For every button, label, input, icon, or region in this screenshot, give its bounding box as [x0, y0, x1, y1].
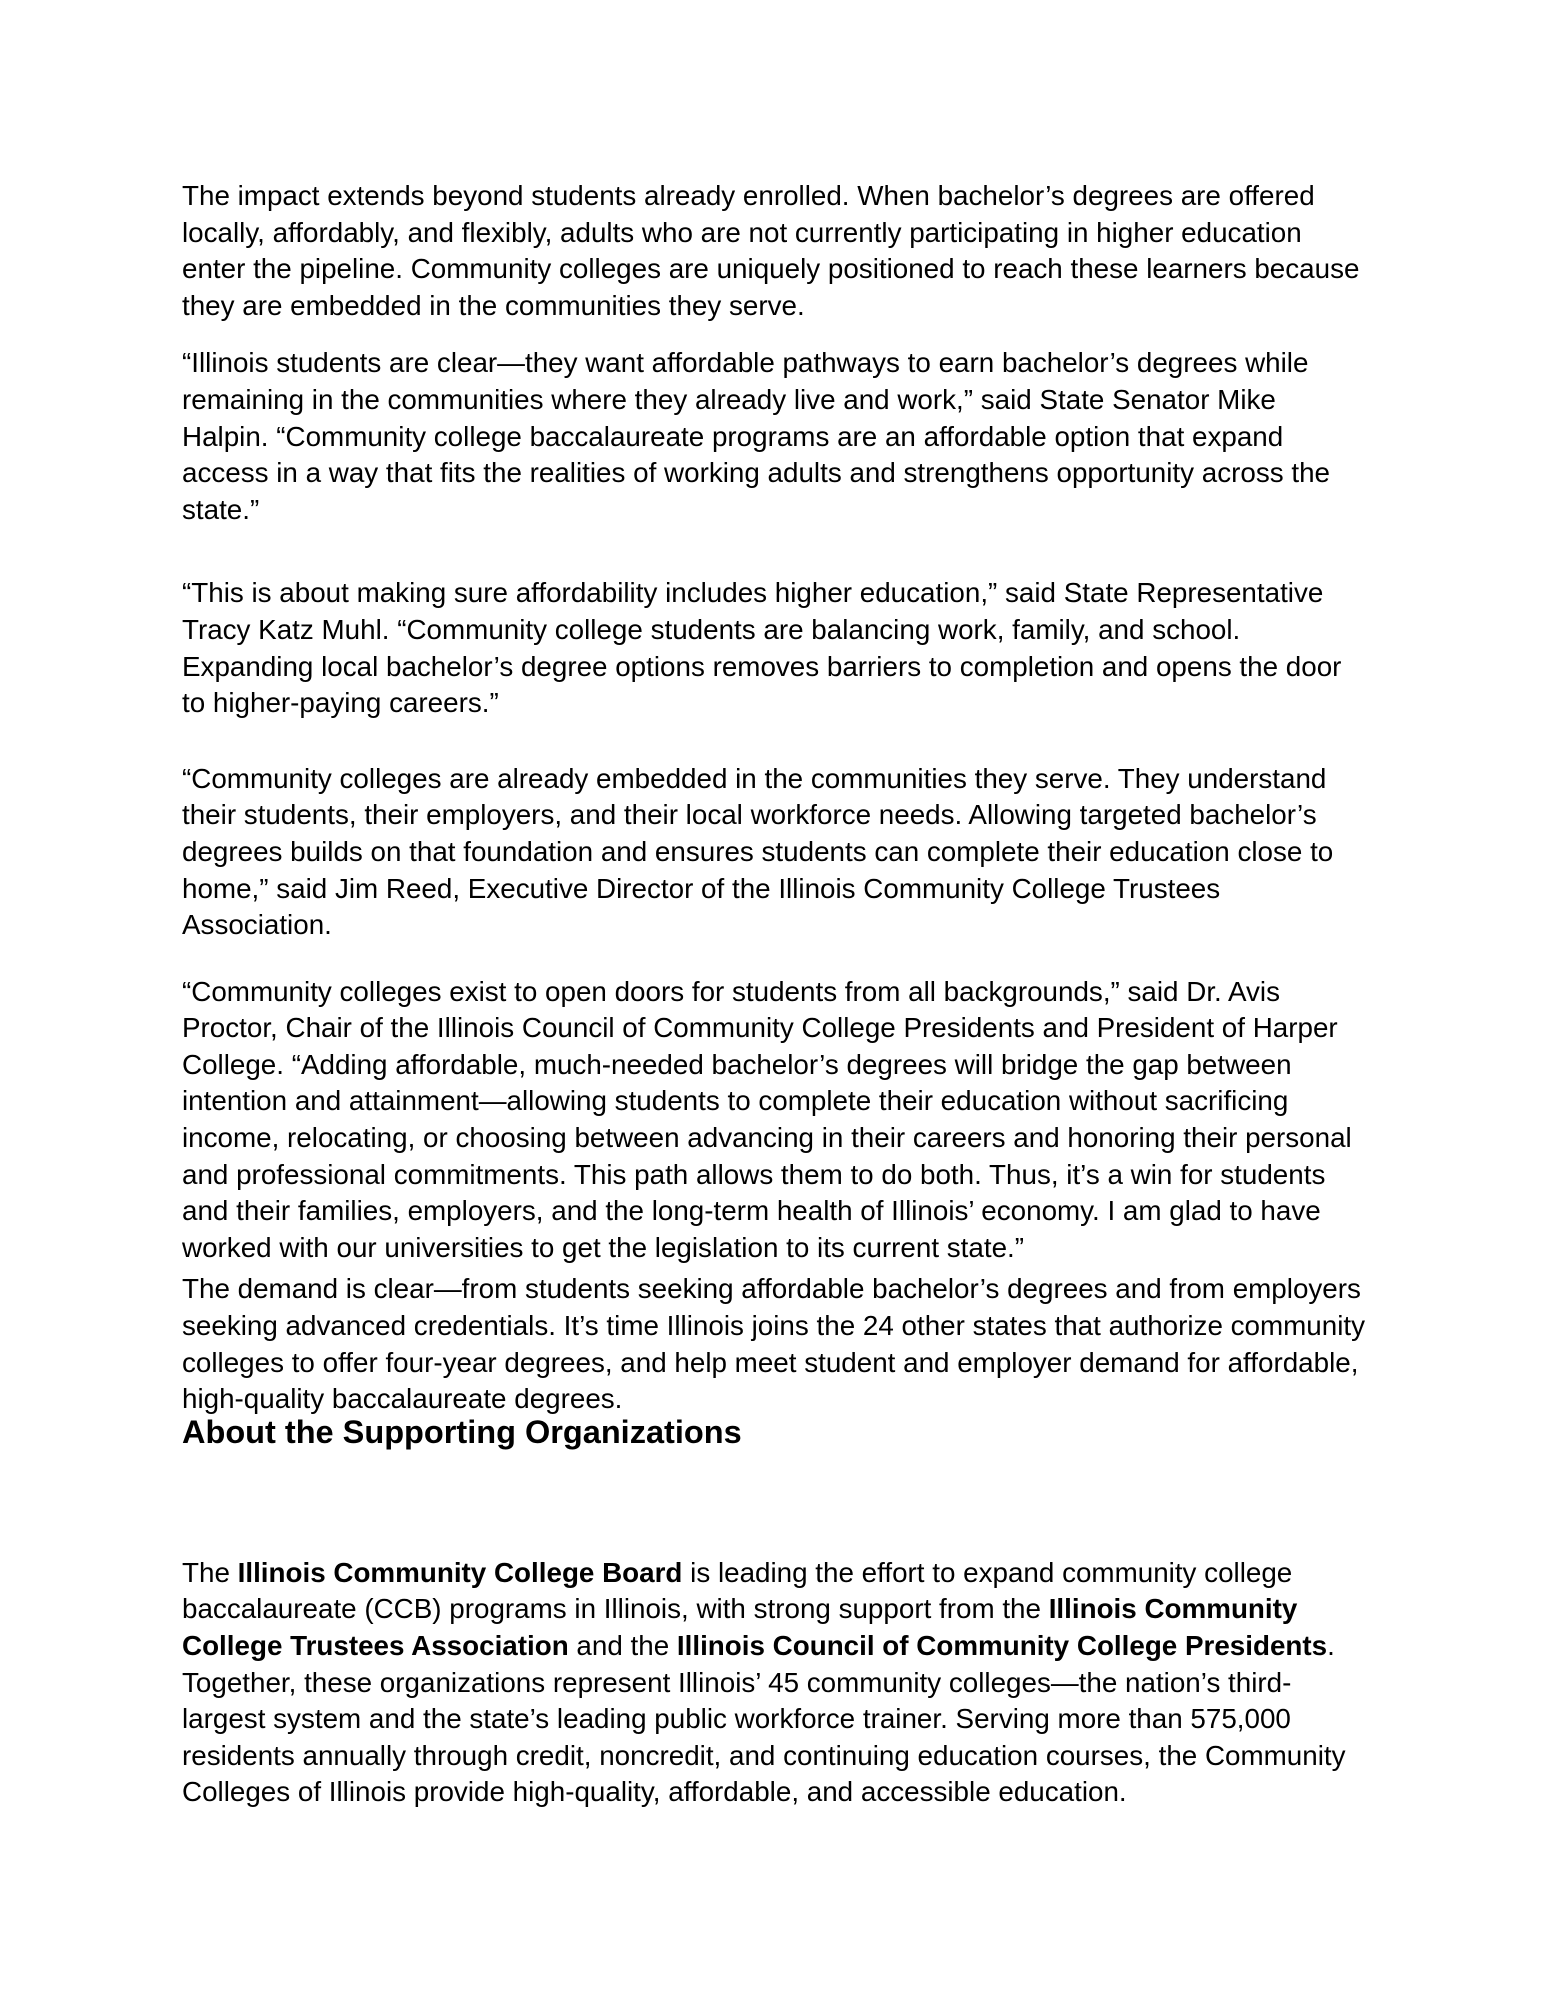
paragraph-jim-reed-quote: “Community colleges are already embedded in the communities they serve. They understand their students, their employers, and their local workforce needs. Allowing targeted bachelor’s degrees builds on that foundation and ensures students can complete their education close to home,” said Jim Reed, Executive Director of the Illinois Community College Trustees Association. [182, 762, 1334, 941]
paragraph-about-organizations [182, 1555, 1368, 1811]
paragraph-rep-katz-muhl-quote: “This is about making sure affordability includes higher education,” said State Representative Tracy Katz Muhl. “Community college students are balancing work, family, and school. Expanding local bachelor’s degree options removes barriers to completion and opens the door to higher-paying careers.” [182, 577, 1342, 719]
text-segment: The [182, 1556, 238, 1588]
org-name-illinois-community-college-trustees-association: Illinois Community College Trustees Association [182, 1593, 1298, 1661]
paragraph-impact: The impact extends beyond students already enrolled. When bachelor’s degrees are offered locally, affordably, and flexibly, adults who are not currently participating in higher education enter the pipeline. Community colleges are uniquely positioned to reach these learners because they are embedded in the communities they serve. [182, 180, 1360, 321]
org-name-illinois-council-of-community-college-presidents: Illinois Council of Community College Presidents [676, 1630, 1328, 1661]
text-segment: . Together, these organizations represent Illinois’ 45 community colleges—the nation’s third-largest system and the state’s leading public workforce trainer. Serving more than 575,000 residents annually through credit, noncredit, and continuing education courses, the Community Colleges of Illinois provide high-quality, affordable, and accessible education. [182, 1630, 1346, 1808]
org-name-illinois-community-college-board: Illinois Community College Board [237, 1556, 683, 1588]
paragraph-avis-proctor-quote: “Community colleges exist to open doors for students from all backgrounds,” said Dr. Avis Proctor, Chair of the Illinois Council of Community College Presidents and President of Harper College. “Adding affordable, much-needed bachelor’s degrees will bridge the gap between intention and attainment—allowing students to complete their education without sacrificing income, relocating, or choosing between advancing in their careers and honoring their personal and professional commitments. This path allows them to do both. Thus, it’s a win for students and their families, employers, and the long-term health of Illinois’ economy. I am glad to have worked with our universities to get the legislation to its current state.” [182, 975, 1352, 1263]
paragraph-demand: The demand is clear—from students seeking affordable bachelor’s degrees and from employers seeking advanced credentials. It’s time Illinois joins the 24 other states that authorize community colleges to offer four-year degrees, and help meet student and employer demand for affordable, high-quality baccalaureate degrees. [182, 1273, 1366, 1415]
text-segment: and the [568, 1630, 677, 1661]
paragraph-senator-halpin-quote: “Illinois students are clear—they want affordable pathways to earn bachelor’s degrees while remaining in the communities where they already live and work,” said State Senator Mike Halpin. “Community college baccalaureate programs are an affordable option that expand access in a way that fits the realities of working adults and strengthens opportunity across the state.” [182, 347, 1331, 525]
text-segment: is leading the effort to expand community college baccalaureate (CCB) programs in Illinois, with strong support from the [182, 1556, 1293, 1625]
heading-about-supporting-organizations: About the Supporting Organizations [182, 1413, 742, 1450]
